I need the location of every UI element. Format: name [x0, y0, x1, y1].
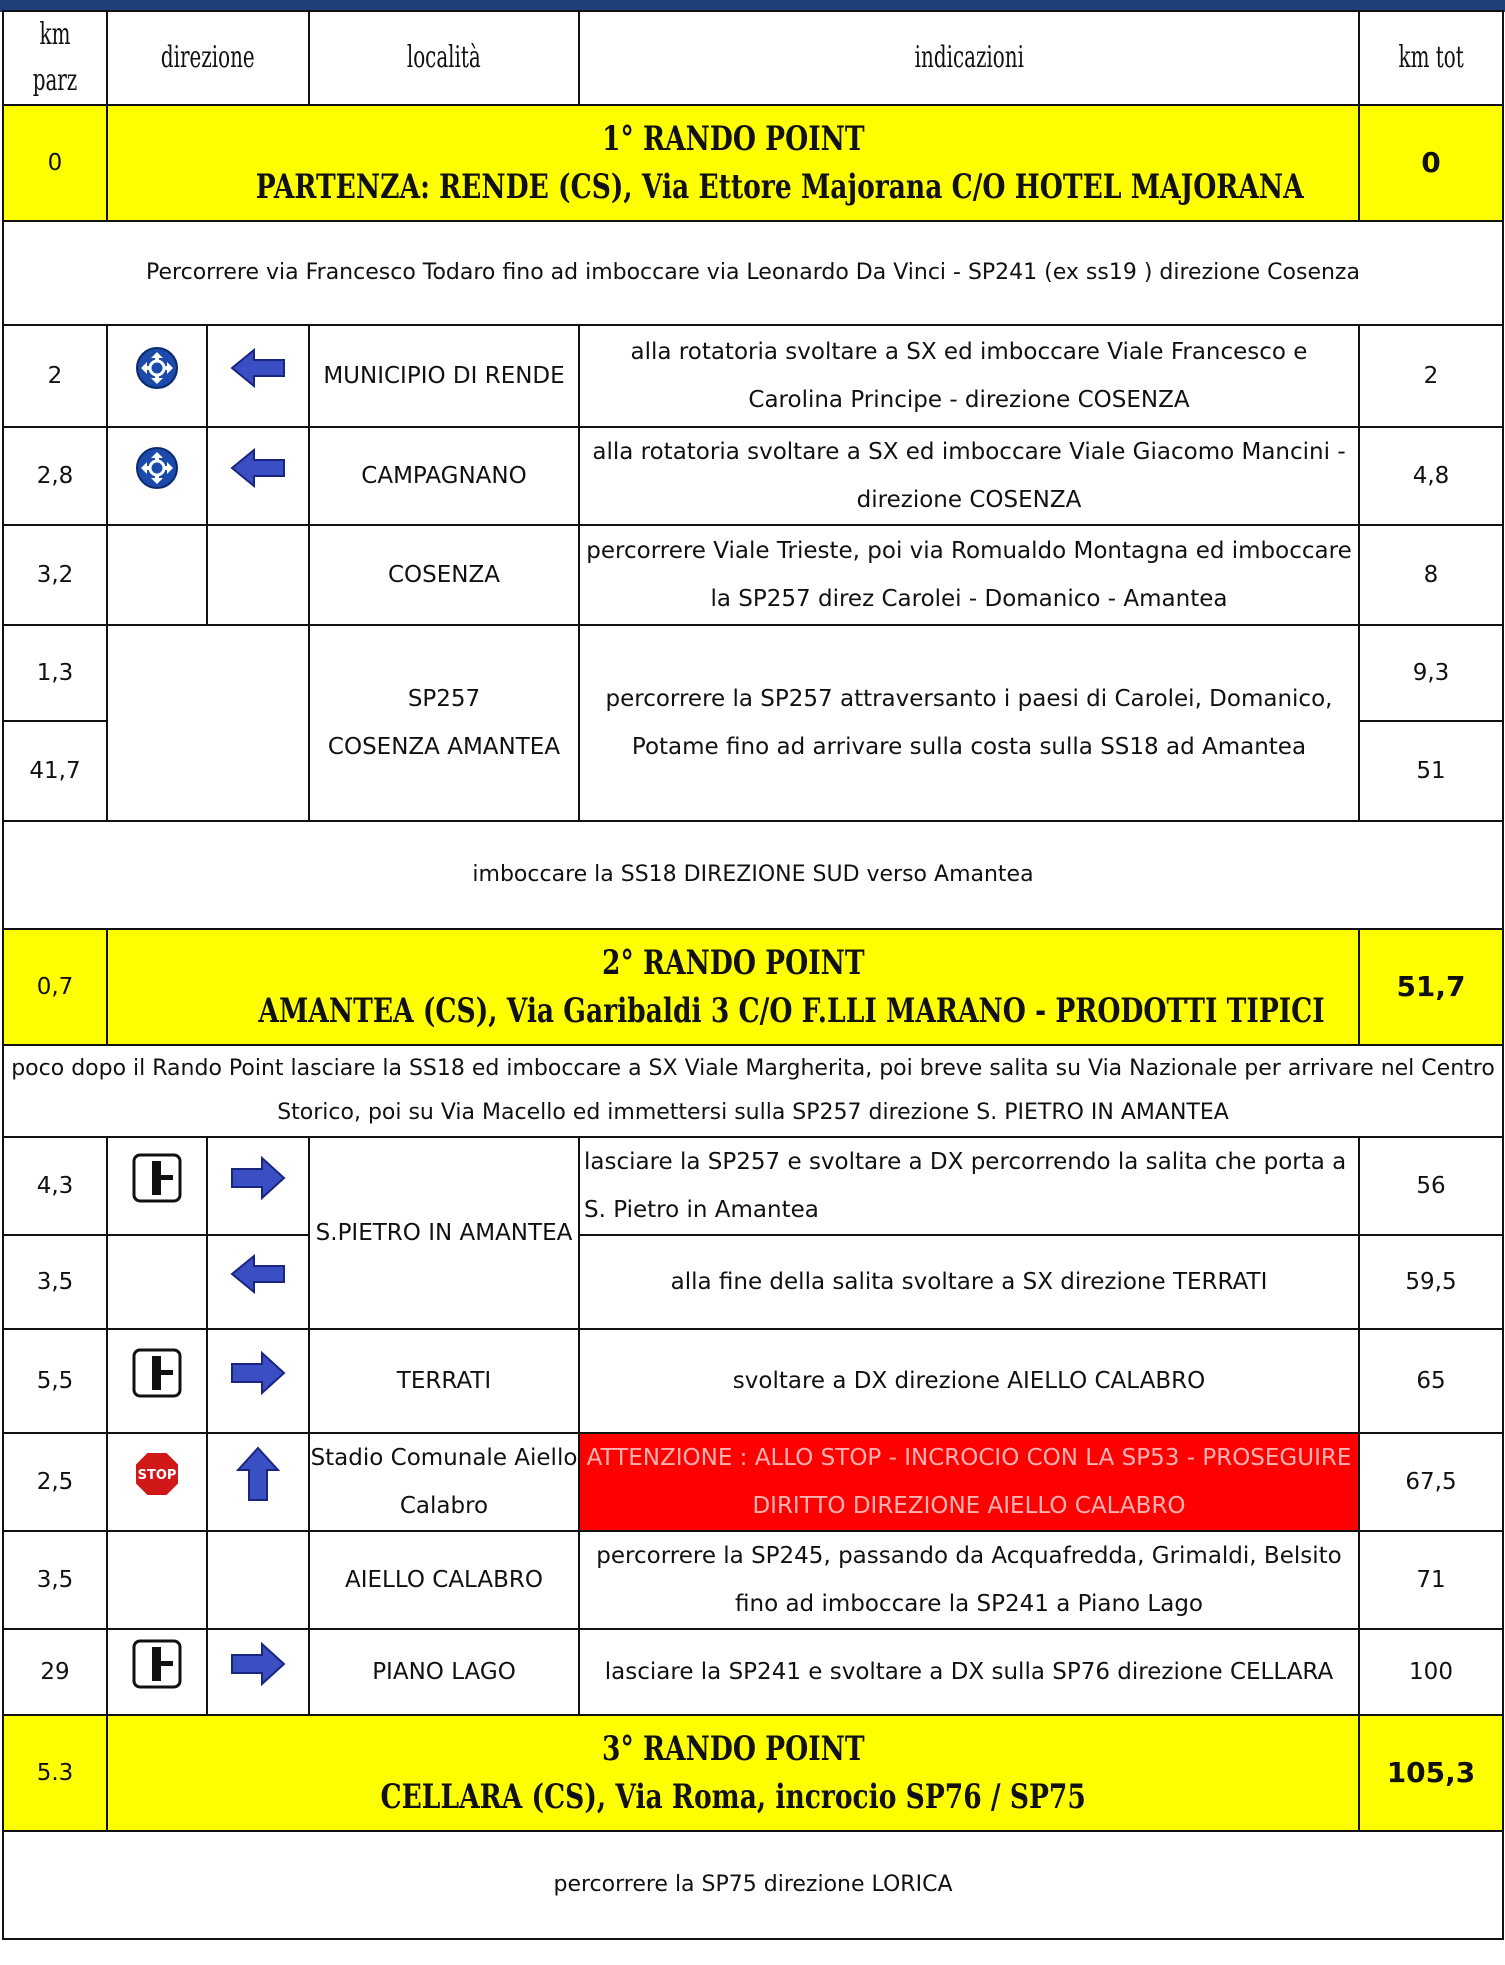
- indicazioni-cell: lasciare la SP241 e svoltare a DX sulla SP76 direzione CELLARA: [579, 1629, 1359, 1715]
- rp3-title: 3° RANDO POINT CELLARA (CS), Via Roma, incrocio SP76 / SP75: [107, 1715, 1359, 1831]
- rp2-title: 2° RANDO POINT AMANTEA (CS), Via Garibaldi 3 C/O F.LLI MARANO - PRODOTTI TIPICI: [107, 929, 1359, 1045]
- rando-point-row: [3, 105, 1503, 221]
- arrow-left-icon: [230, 448, 286, 505]
- arrow-up-icon: [236, 1446, 280, 1519]
- localita-cell: COSENZA: [309, 525, 579, 625]
- rp1-tot: 0: [1359, 105, 1503, 221]
- table-row: 2,5 STOP Stadio Comunale Aiello Calabro ATTENZIONE : ALLO STOP - INCROCIO CON LA SP53 - PROSEGUIRE DIRITTO DIREZIONE AIELLO CALABRO 67,5: [3, 1433, 1503, 1531]
- table-row: 3,5 alla fine della salita svoltare a SX direzione TERRATI 59,5: [3, 1235, 1503, 1329]
- localita-cell: S.PIETRO IN AMANTEA: [309, 1137, 579, 1329]
- table-row: 5,5 TERRATI svoltare a DX direzione AIELLO CALABRO 65: [3, 1329, 1503, 1433]
- junction-sign-icon: [132, 1639, 182, 1706]
- stop-sign-icon: [133, 1450, 181, 1515]
- table-row: 4,3 S.PIETRO IN AMANTEA lasciare la SP257 e svoltare a DX percorrendo la salita che porta a S. Pietro in Amantea 56: [3, 1137, 1503, 1235]
- table-row: 2 MUNICIPIO DI RENDE alla rotatoria svoltare a SX ed imboccare Viale Francesco e Carolina Principe - direzione COSENZA 2: [3, 325, 1503, 427]
- header-indicazioni: indicazioni: [665, 11, 1273, 105]
- localita-cell: AIELLO CALABRO: [309, 1531, 579, 1629]
- note-row: Percorrere via Francesco Todaro fino ad imboccare via Leonardo Da Vinci - SP241 (ex ss19 ) direzione Cosenza: [3, 221, 1503, 325]
- header-localita: località: [339, 11, 550, 105]
- indicazioni-cell: alla rotatoria svoltare a SX ed imboccare Viale Francesco e Carolina Principe - direzione COSENZA: [579, 325, 1359, 427]
- rando-point-row: 0,7 2° RANDO POINT AMANTEA (CS), Via Garibaldi 3 C/O F.LLI MARANO - PRODOTTI TIPICI 51,7: [3, 929, 1503, 1045]
- roundabout-icon: [135, 346, 179, 407]
- header-direzione: direzione: [129, 11, 287, 105]
- rp1-km: 0: [3, 105, 107, 221]
- indicazioni-cell: lasciare la SP257 e svoltare a DX percorrendo la salita che porta a S. Pietro in Amantea: [579, 1137, 1359, 1235]
- localita-cell: CAMPAGNANO: [309, 427, 579, 525]
- arrow-left-icon: [230, 1254, 286, 1311]
- arrow-right-icon: [230, 1156, 286, 1217]
- arrow-left-icon: [230, 348, 286, 405]
- arrow-right-icon: [230, 1642, 286, 1703]
- junction-sign-icon: [132, 1348, 182, 1415]
- localita-cell: Stadio Comunale Aiello Calabro: [309, 1433, 579, 1531]
- indicazioni-cell: percorrere Viale Trieste, poi via Romualdo Montagna ed imboccare la SP257 direz Carolei - Domanico - Amantea: [579, 525, 1359, 625]
- note-row: imboccare la SS18 DIREZIONE SUD verso Amantea: [3, 821, 1503, 929]
- rando-point-row: 5.3 3° RANDO POINT CELLARA (CS), Via Roma, incrocio SP76 / SP75 105,3: [3, 1715, 1503, 1831]
- table-row: 1,3 SP257 COSENZA AMANTEA percorrere la SP257 attraversanto i paesi di Carolei, Domanico, Potame fino ad arrivare sulla costa sulla SS18 ad Amantea 9,3: [3, 625, 1503, 721]
- table-row: 3,5 AIELLO CALABRO percorrere la SP245, passando da Acquafredda, Grimaldi, Belsito fino ad imboccare la SP241 a Piano Lago 71: [3, 1531, 1503, 1629]
- svg-text:STOP: STOP: [137, 1467, 177, 1483]
- note-row: percorrere la SP75 direzione LORICA: [3, 1831, 1503, 1939]
- junction-sign-icon: [132, 1153, 182, 1220]
- localita-cell: MUNICIPIO DI RENDE: [309, 325, 579, 427]
- table-row: 41,7 51: [3, 721, 1503, 821]
- localita-cell: SP257 COSENZA AMANTEA: [309, 625, 579, 821]
- indicazioni-cell: svoltare a DX direzione AIELLO CALABRO: [579, 1329, 1359, 1433]
- rp1-title: 1° RANDO POINT PARTENZA: RENDE (CS), Via Ettore Majorana C/O HOTEL MAJORANA: [107, 105, 1359, 221]
- indicazioni-cell: alla rotatoria svoltare a SX ed imboccare Viale Giacomo Mancini - direzione COSENZA: [579, 427, 1359, 525]
- header-km-parz: km parz: [14, 11, 95, 105]
- alert-cell: ATTENZIONE : ALLO STOP - INCROCIO CON LA SP53 - PROSEGUIRE DIRITTO DIREZIONE AIELLO CALABRO: [579, 1433, 1359, 1531]
- indicazioni-cell: percorrere la SP245, passando da Acquafredda, Grimaldi, Belsito fino ad imboccare la SP241 a Piano Lago: [579, 1531, 1359, 1629]
- indicazioni-cell: alla fine della salita svoltare a SX direzione TERRATI: [579, 1235, 1359, 1329]
- table-row: 2,8 CAMPAGNANO alla rotatoria svoltare a SX ed imboccare Viale Giacomo Mancini - direzione COSENZA 4,8: [3, 427, 1503, 525]
- table-row: 3,2 COSENZA percorrere Viale Trieste, poi via Romualdo Montagna ed imboccare la SP257 direz Carolei - Domanico - Amantea 8: [3, 525, 1503, 625]
- header-km-tot: km tot: [1375, 11, 1487, 105]
- localita-cell: PIANO LAGO: [309, 1629, 579, 1715]
- note-row: poco dopo il Rando Point lasciare la SS18 ed imboccare a SX Viale Margherita, poi breve salita su Via Nazionale per arrivare nel Centro Storico, poi su Via Macello ed immettersi sulla SP257 direzione S. PIETRO IN AMANTEA: [3, 1045, 1503, 1137]
- route-table: [2, 10, 1504, 1940]
- roundabout-icon: [135, 446, 179, 507]
- table-row: 29 PIANO LAGO lasciare la SP241 e svoltare a DX sulla SP76 direzione CELLARA 100: [3, 1629, 1503, 1715]
- localita-cell: TERRATI: [309, 1329, 579, 1433]
- arrow-right-icon: [230, 1351, 286, 1412]
- indicazioni-cell: percorrere la SP257 attraversanto i paesi di Carolei, Domanico, Potame fino ad arrivare sulla costa sulla SS18 ad Amantea: [579, 625, 1359, 821]
